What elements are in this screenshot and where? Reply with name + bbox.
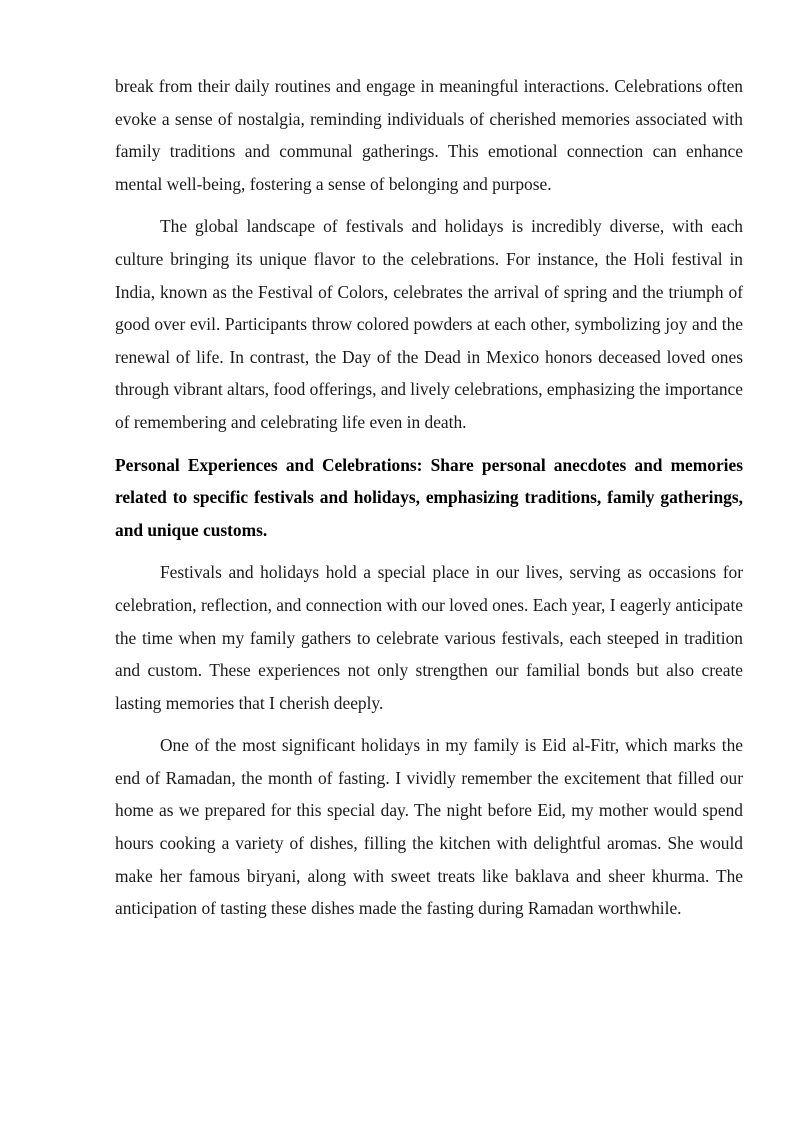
body-paragraph: Festivals and holidays hold a special place in our lives, serving as occasions for celebration, reflection, and connection with our loved ones. Each year, I eagerly anticipate the time when my family gathers to celebrate various festivals, each steeped in tradition and custom. These experiences not only strengthen our familial bonds but also create lasting memories that I cherish deeply. xyxy=(115,562,743,713)
body-paragraph: break from their daily routines and engage in meaningful interactions. Celebrations often evoke a sense of nostalgia, reminding individuals of cherished memories associated with family traditions and communal gatherings. This emotional connection can enhance mental well-being, fostering a sense of belonging and purpose. xyxy=(115,76,743,194)
section-heading: Personal Experiences and Celebrations: Share personal anecdotes and memories related to specific festivals and holidays, emphasizing traditions, family gatherings, and unique customs. xyxy=(115,454,743,540)
body-paragraph: One of the most significant holidays in my family is Eid al-Fitr, which marks the end of Ramadan, the month of fasting. I vividly remember the excitement that filled our home as we prepared for this special day. The night before Eid, my mother would spend hours cooking a variety of dishes, filling the kitchen with delightful aromas. She would make her famous biryani, along with sweet treats like baklava and sheer khurma. The anticipation of tasting these dishes made the fasting during Ramadan worthwhile. xyxy=(115,735,743,919)
document-page xyxy=(115,70,743,935)
body-paragraph: The global landscape of festivals and holidays is incredibly diverse, with each culture bringing its unique flavor to the celebrations. For instance, the Holi festival in India, known as the Festival of Colors, celebrates the arrival of spring and the triumph of good over evil. Participants throw colored powders at each other, symbolizing joy and the renewal of life. In contrast, the Day of the Dead in Mexico honors deceased loved ones through vibrant altars, food offerings, and lively celebrations, emphasizing the importance of remembering and celebrating life even in death. xyxy=(115,216,743,432)
